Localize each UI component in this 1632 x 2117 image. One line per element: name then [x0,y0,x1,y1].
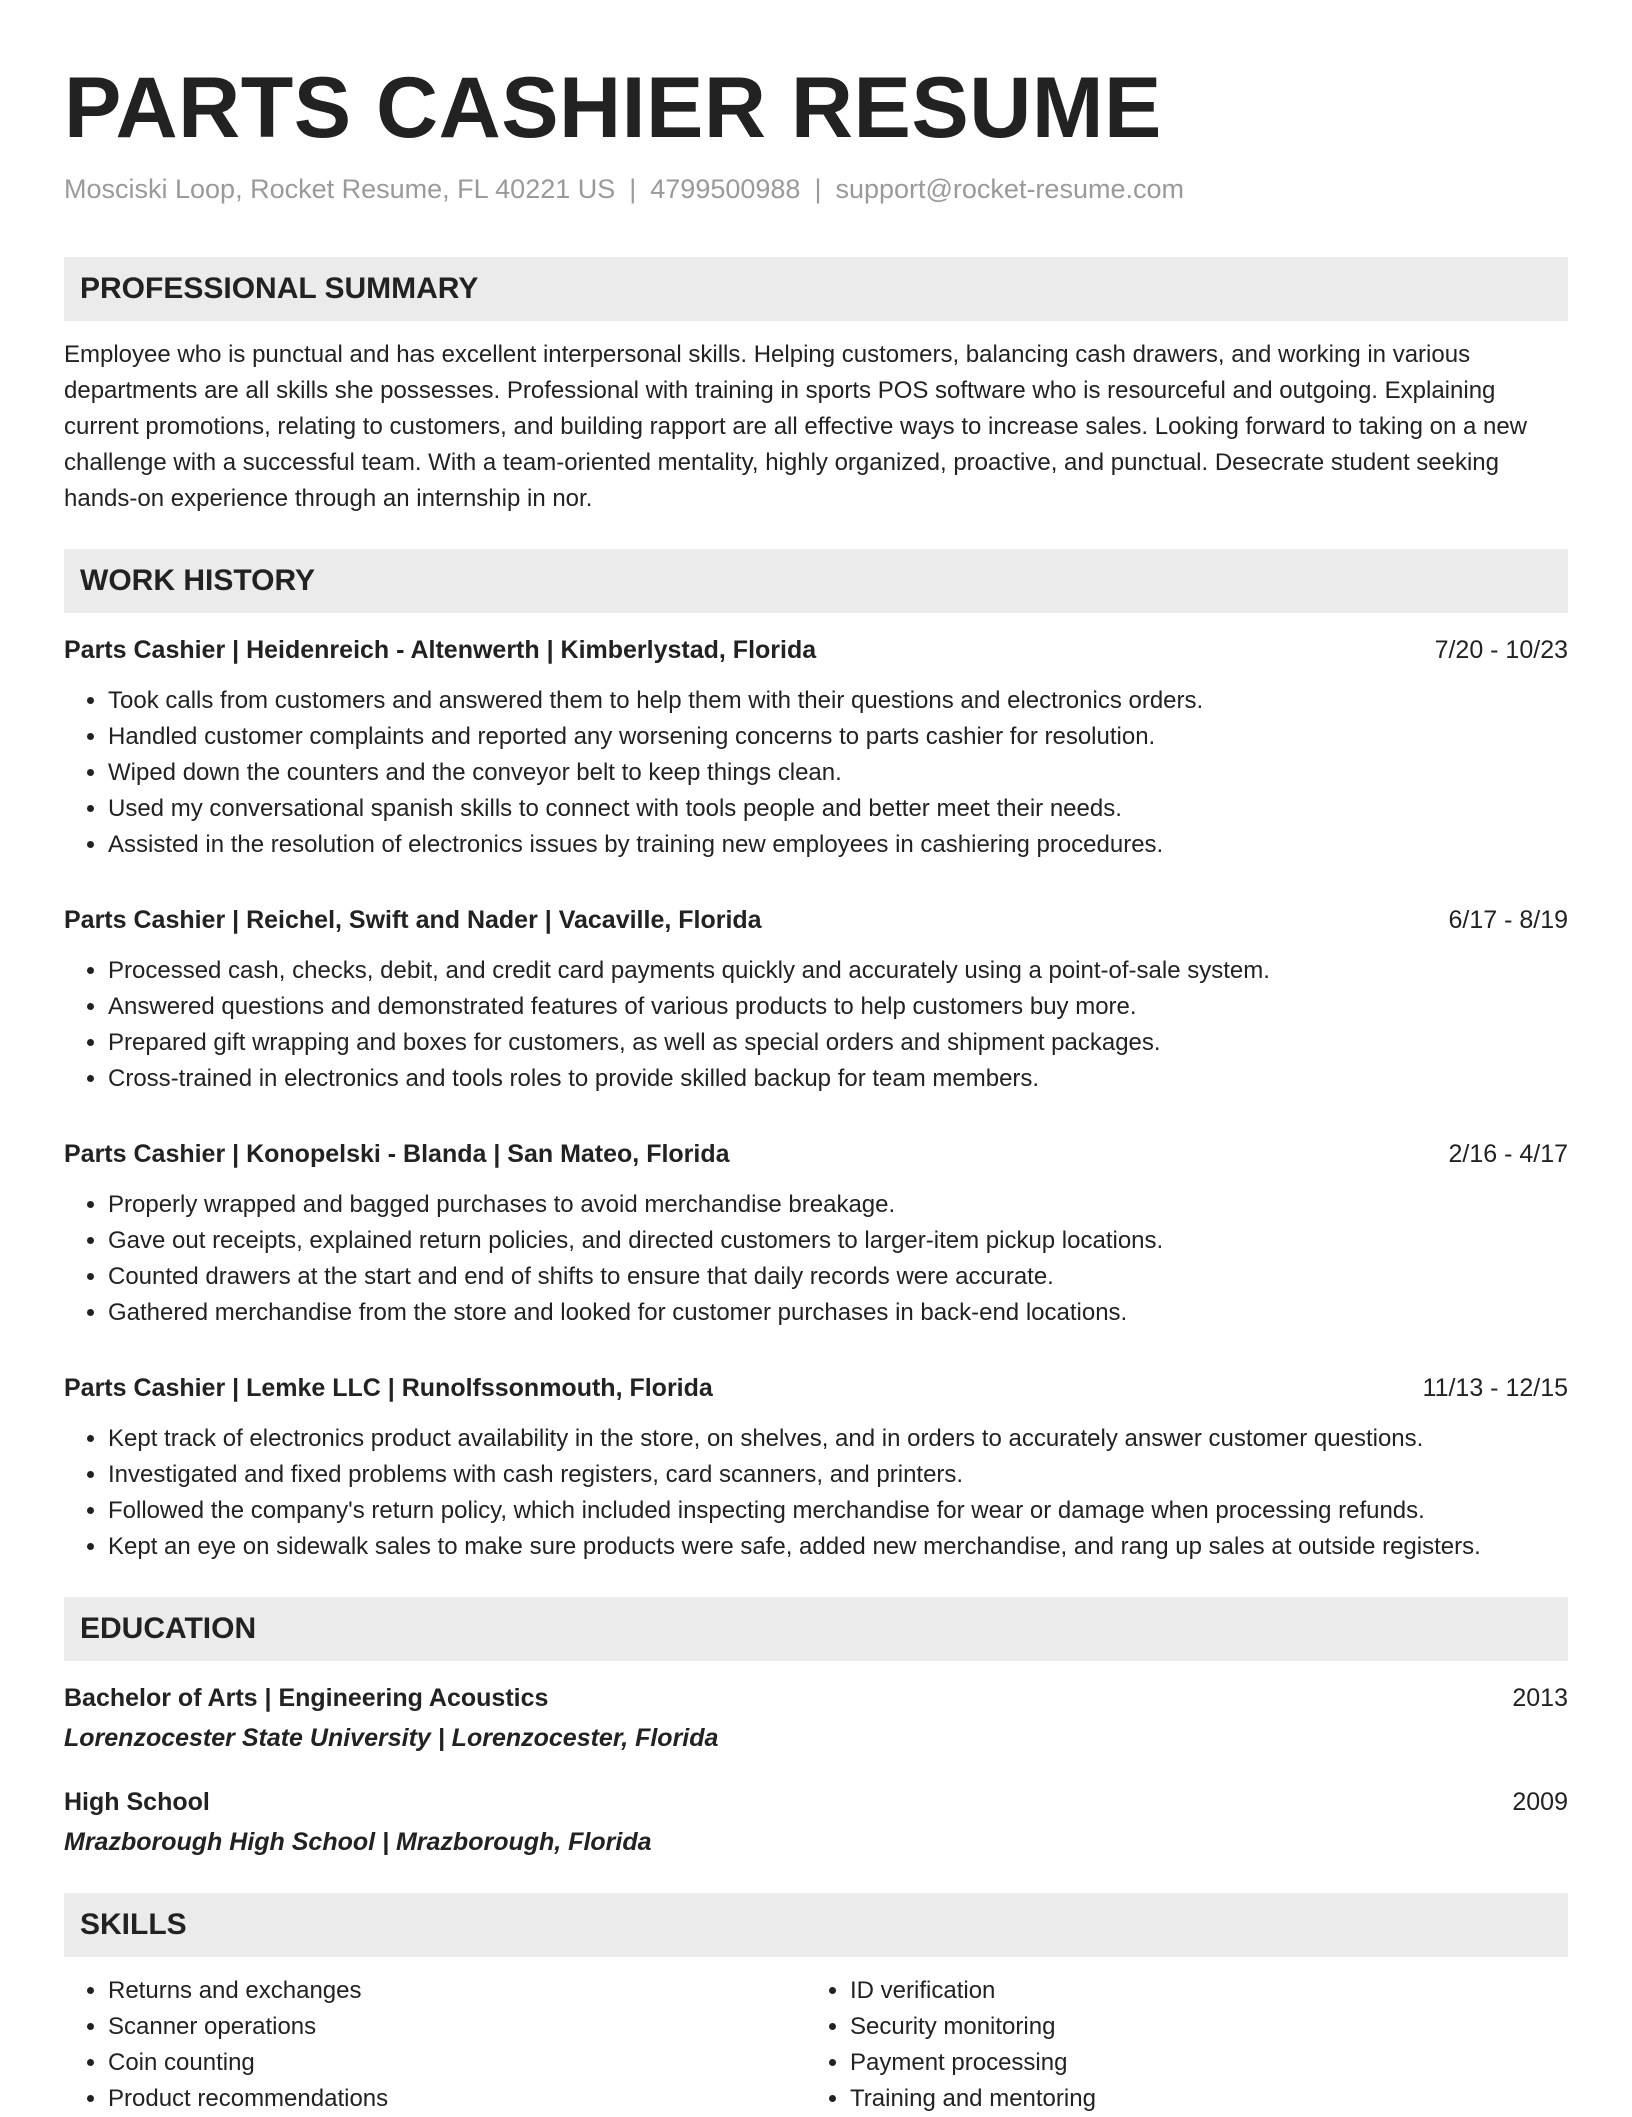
contact-phone: 4799500988 [650,174,801,204]
job-bullet: • Investigated and fixed problems with cash registers, card scanners, and printers. [108,1457,1568,1493]
contact-separator: | [814,174,822,204]
education-year: 2009 [1512,1788,1568,1816]
job-entry [64,1137,1568,1331]
job-bullet: • Gathered merchandise from the store and looked for customer purchases in back-end locations. [108,1295,1568,1331]
education-header [64,1785,1568,1819]
education-school: Lorenzocester State University | Lorenzocester, Florida [64,1724,719,1752]
education-entry [64,1785,1568,1859]
job-dates: 7/20 - 10/23 [1434,636,1568,664]
skills-column-left [64,1973,806,2117]
job-bullet: • Properly wrapped and bagged purchases to avoid merchandise breakage. [108,1187,1568,1223]
job-bullet: • Wiped down the counters and the conveyor belt to keep things clean. [108,755,1568,791]
job-header [64,1371,1568,1405]
education-degree: High School [64,1788,210,1816]
education-header [64,1681,1568,1715]
job-entry [64,633,1568,863]
job-entry [64,903,1568,1097]
education-year: 2013 [1512,1684,1568,1712]
job-bullet: • Processed cash, checks, debit, and credit card payments quickly and accurately using a point-of-sale system. [108,953,1568,989]
skill-item: • Product recommendations [108,2081,806,2117]
skill-item: • Coin counting [108,2045,806,2081]
job-title: Parts Cashier | Lemke LLC | Runolfssonmouth, Florida [64,1374,713,1402]
contact-address: Mosciski Loop, Rocket Resume, FL 40221 US [64,174,616,204]
job-title: Parts Cashier | Heidenreich - Altenwerth | Kimberlystad, Florida [64,636,817,664]
skill-item: • Returns and exchanges [108,1973,806,2009]
education-degree: Bachelor of Arts | Engineering Acoustics [64,1684,549,1712]
section-heading-work-history: WORK HISTORY [64,549,1568,613]
summary-text: Employee who is punctual and has excellent interpersonal skills. Helping customers, balancing cash drawers, and working in various departments are all skills she possesses. Professional with training in sports POS software who is resourceful and outgoing. Explaining current promotions, relating to customers, and building rapport are all effective ways to increase sales. Looking forward to taking on a new challenge with a successful team. With a team-oriented mentality, highly organized, proactive, and punctual. Desecrate student seeking hands-on experience through an internship in nor. [64,341,1528,512]
job-dates: 6/17 - 8/19 [1448,906,1568,934]
job-bullets [64,1421,1568,1565]
job-dates: 2/16 - 4/17 [1448,1140,1568,1168]
job-bullet: • Prepared gift wrapping and boxes for customers, as well as special orders and shipment packages. [108,1025,1568,1061]
resume-title: PARTS CASHIER RESUME [64,60,1162,156]
job-bullets [64,953,1568,1097]
job-bullet: • Answered questions and demonstrated features of various products to help customers buy more. [108,989,1568,1025]
job-bullet: • Cross-trained in electronics and tools roles to provide skilled backup for team members. [108,1061,1568,1097]
job-header [64,903,1568,937]
job-title: Parts Cashier | Reichel, Swift and Nader | Vacaville, Florida [64,906,762,934]
education-school: Mrazborough High School | Mrazborough, Florida [64,1828,652,1856]
section-heading-education: EDUCATION [64,1597,1568,1661]
skill-item: • Scanner operations [108,2009,806,2045]
job-bullet: • Kept track of electronics product availability in the store, on shelves, and in orders to accurately answer customer questions. [108,1421,1568,1457]
job-bullet: • Counted drawers at the start and end of shifts to ensure that daily records were accurate. [108,1259,1568,1295]
job-bullet: • Used my conversational spanish skills to connect with tools people and better meet their needs. [108,791,1568,827]
contact-email: support@rocket-resume.com [835,174,1184,204]
job-bullet: • Kept an eye on sidewalk sales to make sure products were safe, added new merchandise, and rang up sales at outside registers. [108,1529,1568,1565]
skill-item: • ID verification [850,1973,1548,2009]
job-header [64,1137,1568,1171]
skill-item: • Security monitoring [850,2009,1548,2045]
skills-list [64,1973,1568,2117]
section-heading-summary: PROFESSIONAL SUMMARY [64,257,1568,321]
section-heading-skills: SKILLS [64,1893,1568,1957]
job-bullet: • Handled customer complaints and reported any worsening concerns to parts cashier for resolution. [108,719,1568,755]
job-bullet: • Took calls from customers and answered them to help them with their questions and electronics orders. [108,683,1568,719]
skills-column-right [806,1973,1548,2117]
job-bullet: • Gave out receipts, explained return policies, and directed customers to larger-item pickup locations. [108,1223,1568,1259]
job-bullet: • Followed the company's return policy, which included inspecting merchandise for wear or damage when processing refunds. [108,1493,1568,1529]
job-entry [64,1371,1568,1565]
contact-separator: | [629,174,637,204]
contact-line [64,172,1568,206]
education-entry [64,1681,1568,1755]
job-bullet: • Assisted in the resolution of electronics issues by training new employees in cashiering procedures. [108,827,1568,863]
skill-item: • Payment processing [850,2045,1548,2081]
skill-item: • Training and mentoring [850,2081,1548,2117]
job-bullets [64,683,1568,863]
job-title: Parts Cashier | Konopelski - Blanda | San Mateo, Florida [64,1140,730,1168]
job-header [64,633,1568,667]
job-bullets [64,1187,1568,1331]
job-dates: 11/13 - 12/15 [1422,1374,1568,1402]
